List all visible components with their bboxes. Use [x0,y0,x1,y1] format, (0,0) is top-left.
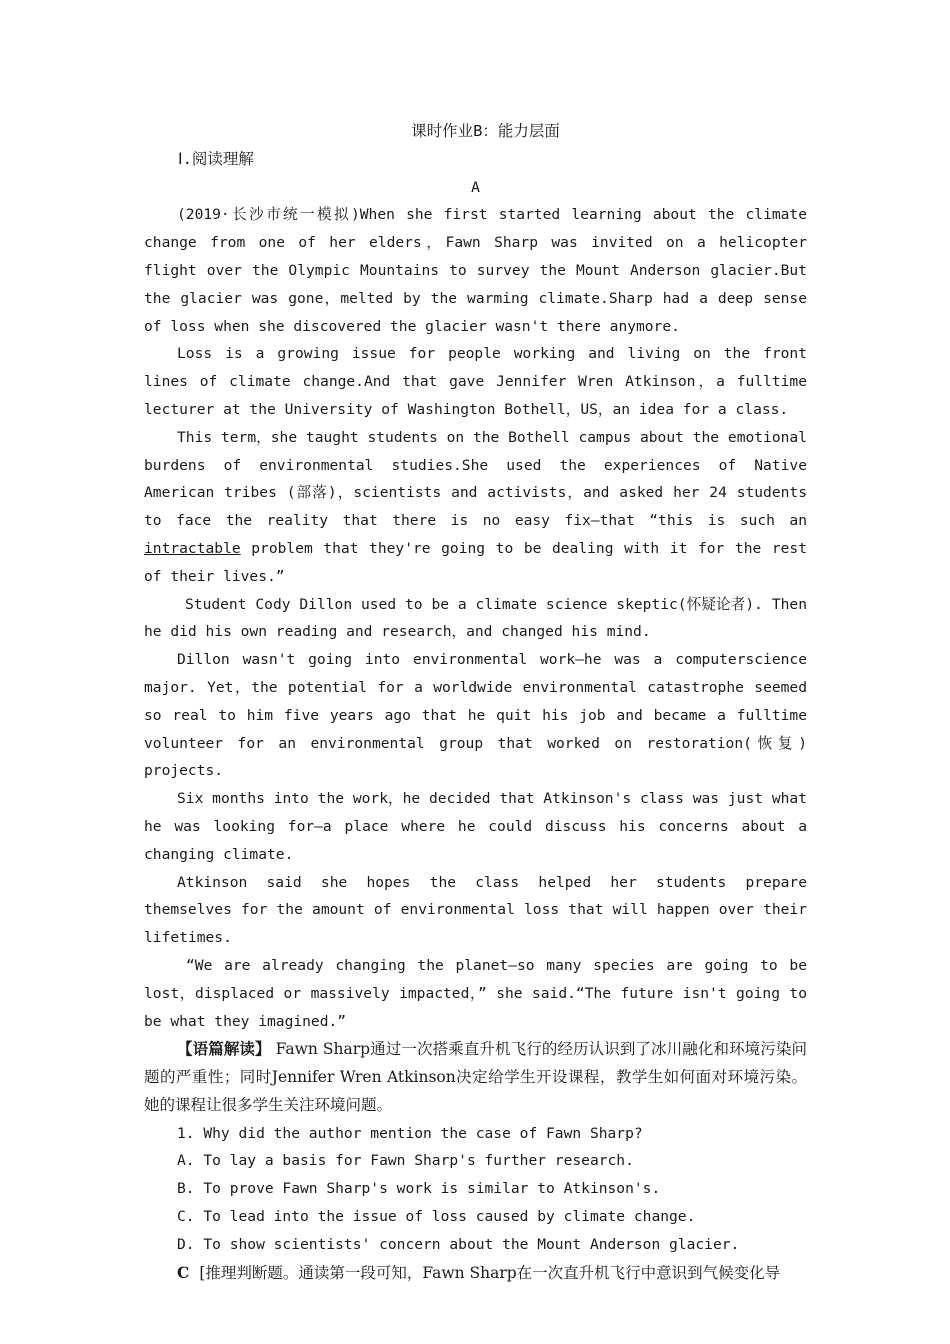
passage-paragraph-2: Loss is a growing issue for people working and living on the front lines of climate change.And that gave Jennifer Wren Atkinson，a fulltime lecturer at the University of Washington Bothell，US，an idea for a class. [144,345,807,418]
underlined-word: intractable [144,539,241,557]
document-page [144,118,807,1287]
passage-paragraph-6: Six months into the work，he decided that Atkinson's class was just what he was looking for—a place where he could discuss his concerns about a changing climate. [144,790,807,863]
option-a: A. To lay a basis for Fawn Sharp's further research. [177,1152,634,1170]
paragraph-3-text-b: problem that they're going to be dealing with it for the rest of their lives.” [144,539,807,585]
analysis-text: Fawn Sharp通过一次搭乘直升机飞行的经历认识到了冰川融化和环境污染问题的严重性；同时Jennifer Wren Atkinson决定给学生开设课程，教学生如何面对环境污染。她的课程让很多学生关注环境问题。 [144,1040,807,1114]
paragraph-3-text-a: This term，she taught students on the Bothell campus about the emotional burdens of environmental studies.She used the experiences of Native American tribes (部落)，scientists and activists，and asked her 24 students to face the reality that there is no easy fix—that “this is such an [144,428,807,530]
passage-paragraph-5: Dillon wasn't going into environmental work—he was a computerscience major. Yet，the potential for a worldwide environmental catastrophe seemed so real to him five years ago that he quit his job and became a fulltime volunteer for an environmental group that worked on restoration(恢复) projects. [144,651,807,780]
option-b: B. To prove Fawn Sharp's work is similar to Atkinson's. [177,1180,661,1198]
option-d: D. To show scientists' concern about the Mount Anderson glacier. [177,1235,740,1253]
option-c: C. To lead into the issue of loss caused by climate change. [177,1208,696,1226]
question-stem: 1. Why did the author mention the case of Fawn Sharp? [177,1124,643,1142]
passage-analysis [144,1035,807,1119]
answer-explanation: [推理判断题。通读第一段可知，Fawn Sharp在一次直升机飞行中意识到气候变化导 [199,1263,781,1282]
passage-paragraph-4: Student Cody Dillon used to be a climate science skeptic(怀疑论者). Then he did his own reading and research，and changed his mind. [144,595,807,641]
passage-paragraph-8: “We are already changing the planet—so many species are going to be lost，displaced or massively impacted，” she said.“The future isn't going to be what they imagined.” [144,956,807,1030]
section-heading: Ⅰ.阅读理解 [178,149,254,168]
analysis-tag: 【语篇解读】 [177,1039,271,1059]
passage-paragraph-3 [144,424,807,591]
answer-line [144,1259,807,1288]
page-title: 课时作业B：能力层面 [411,122,560,140]
passage-paragraph-1: (2019·长沙市统一模拟)When she first started learning about the climate change from one of her elders，Fawn Sharp was invited on a helicopter flight over the Olympic Mountains to survey the Mount Anderson glacier.But the glacier was gone，melted by the warming climate.Sharp had a deep sense of loss when she discovered the glacier wasn't there anymore. [144,206,807,335]
passage-label: A [471,178,480,196]
answer-letter: C [177,1262,190,1282]
passage-paragraph-7: Atkinson said she hopes the class helped her students prepare themselves for the amount of environmental loss that will happen over their lifetimes. [144,873,807,947]
